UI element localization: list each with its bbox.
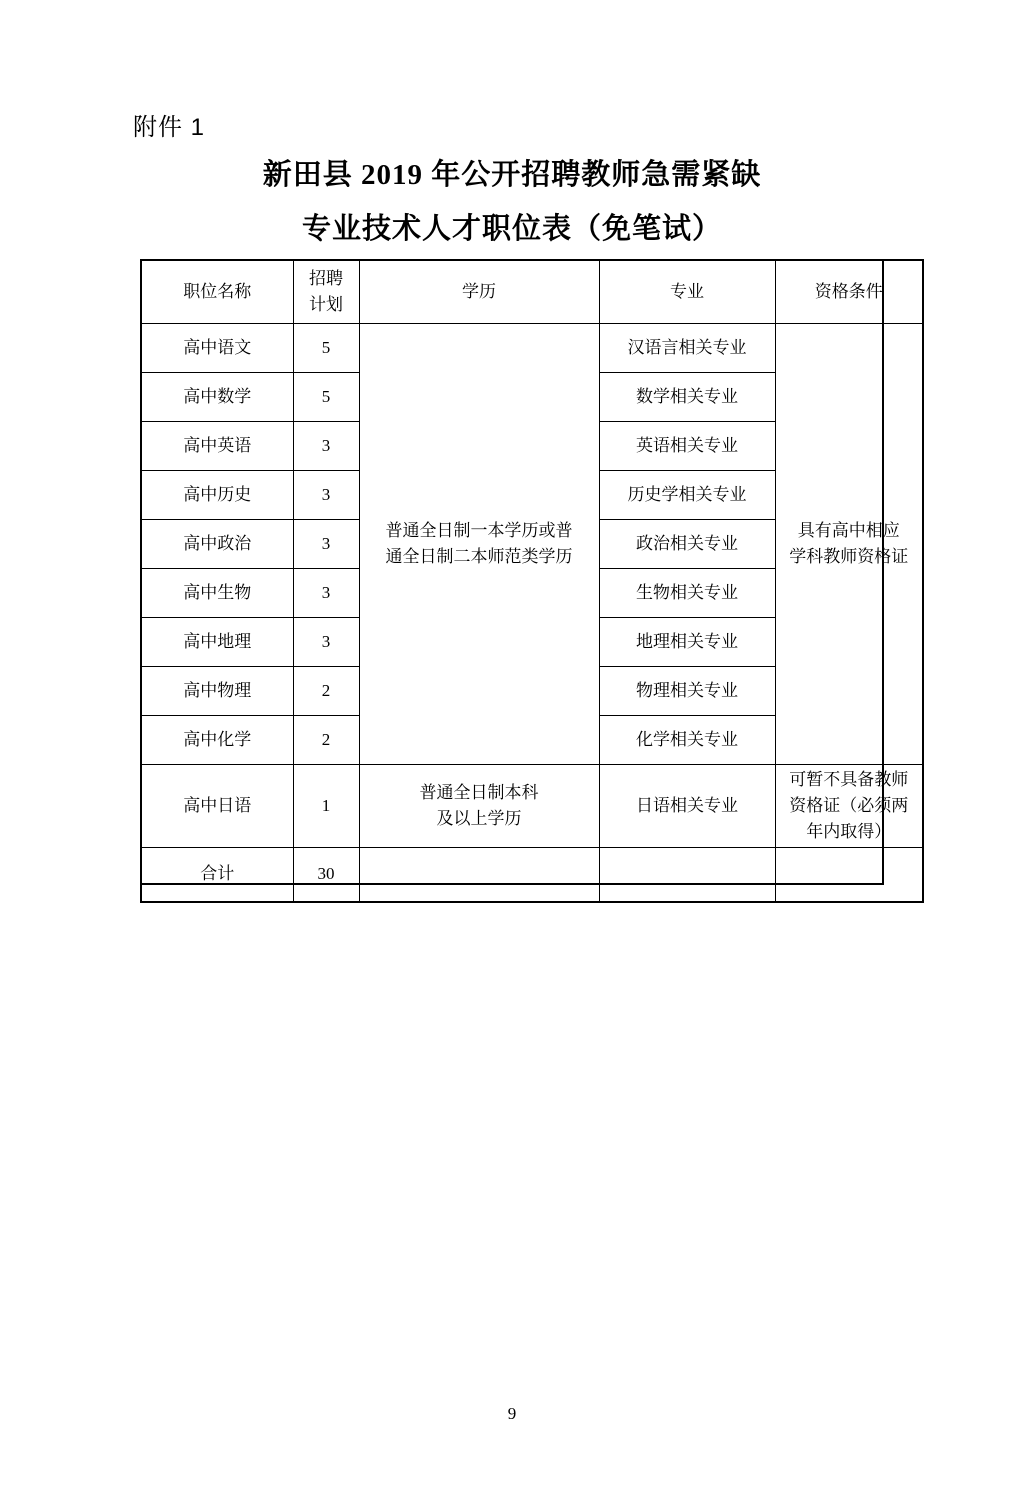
- header-job: 职位名称: [141, 260, 293, 324]
- table-row: [141, 324, 923, 373]
- table-header-row: [141, 260, 923, 324]
- cell-plan: 3: [293, 422, 359, 471]
- education-line-2: 通全日制二本师范类学历: [385, 547, 573, 566]
- cell-job: 高中生物: [141, 569, 293, 618]
- condition-line-1: 具有高中相应: [797, 521, 900, 540]
- education-line-1: 普通全日制一本学历或普: [385, 521, 573, 540]
- total-label: 合计: [141, 848, 293, 902]
- cell-major: 政治相关专业: [599, 520, 775, 569]
- cell-major: 化学相关专业: [599, 716, 775, 765]
- cell-major: 历史学相关专业: [599, 471, 775, 520]
- header-plan-line-1: 招聘: [309, 269, 343, 288]
- condition-japanese-line-3: 年内取得）: [806, 822, 892, 841]
- cell-major: 英语相关专业: [599, 422, 775, 471]
- total-empty-education: [359, 848, 599, 902]
- cell-education: [359, 765, 599, 848]
- cell-major: 数学相关专业: [599, 373, 775, 422]
- header-plan: [293, 260, 359, 324]
- header-plan-line-2: 计划: [309, 295, 343, 314]
- cell-major: 生物相关专业: [599, 569, 775, 618]
- total-empty-condition: [775, 848, 923, 902]
- title-line-2: 专业技术人才职位表（免笔试）: [301, 213, 722, 245]
- education-japanese-line-2: 及以上学历: [436, 809, 522, 828]
- cell-education-group: [359, 324, 599, 765]
- cell-plan: 2: [293, 667, 359, 716]
- total-empty-major: [599, 848, 775, 902]
- cell-plan: 2: [293, 716, 359, 765]
- condition-japanese-line-1: 可暂不具备教师: [789, 770, 909, 789]
- education-japanese-line-1: 普通全日制本科: [419, 783, 539, 802]
- cell-plan: 3: [293, 618, 359, 667]
- cell-plan: 5: [293, 373, 359, 422]
- header-education: 学历: [359, 260, 599, 324]
- positions-table: [140, 259, 924, 903]
- cell-major: 物理相关专业: [599, 667, 775, 716]
- cell-major: 日语相关专业: [599, 765, 775, 848]
- cell-condition-group: [775, 324, 923, 765]
- cell-condition: [775, 765, 923, 848]
- cell-plan: 3: [293, 569, 359, 618]
- cell-plan: 5: [293, 324, 359, 373]
- cell-major: 汉语言相关专业: [599, 324, 775, 373]
- cell-job: 高中地理: [141, 618, 293, 667]
- header-condition: 资格条件: [775, 260, 923, 324]
- cell-job: 高中日语: [141, 765, 293, 848]
- cell-plan: 3: [293, 471, 359, 520]
- cell-job: 高中语文: [141, 324, 293, 373]
- cell-job: 高中历史: [141, 471, 293, 520]
- cell-job: 高中政治: [141, 520, 293, 569]
- cell-major: 地理相关专业: [599, 618, 775, 667]
- cell-job: 高中数学: [141, 373, 293, 422]
- cell-job: 高中物理: [141, 667, 293, 716]
- table-total-row: [141, 848, 923, 902]
- cell-job: 高中英语: [141, 422, 293, 471]
- page-number: 9: [507, 1404, 517, 1423]
- table-row: [141, 765, 923, 848]
- condition-japanese-line-2: 资格证（必须两: [789, 796, 909, 815]
- header-major: 专业: [599, 260, 775, 324]
- attachment-label: 附件 1: [133, 114, 206, 141]
- page-title: [140, 148, 884, 256]
- cell-plan: 3: [293, 520, 359, 569]
- total-plan: 30: [293, 848, 359, 902]
- cell-job: 高中化学: [141, 716, 293, 765]
- cell-plan: 1: [293, 765, 359, 848]
- condition-line-2: 学科教师资格证: [789, 547, 909, 566]
- title-line-1: 新田县 2019 年公开招聘教师急需紧缺: [262, 159, 762, 191]
